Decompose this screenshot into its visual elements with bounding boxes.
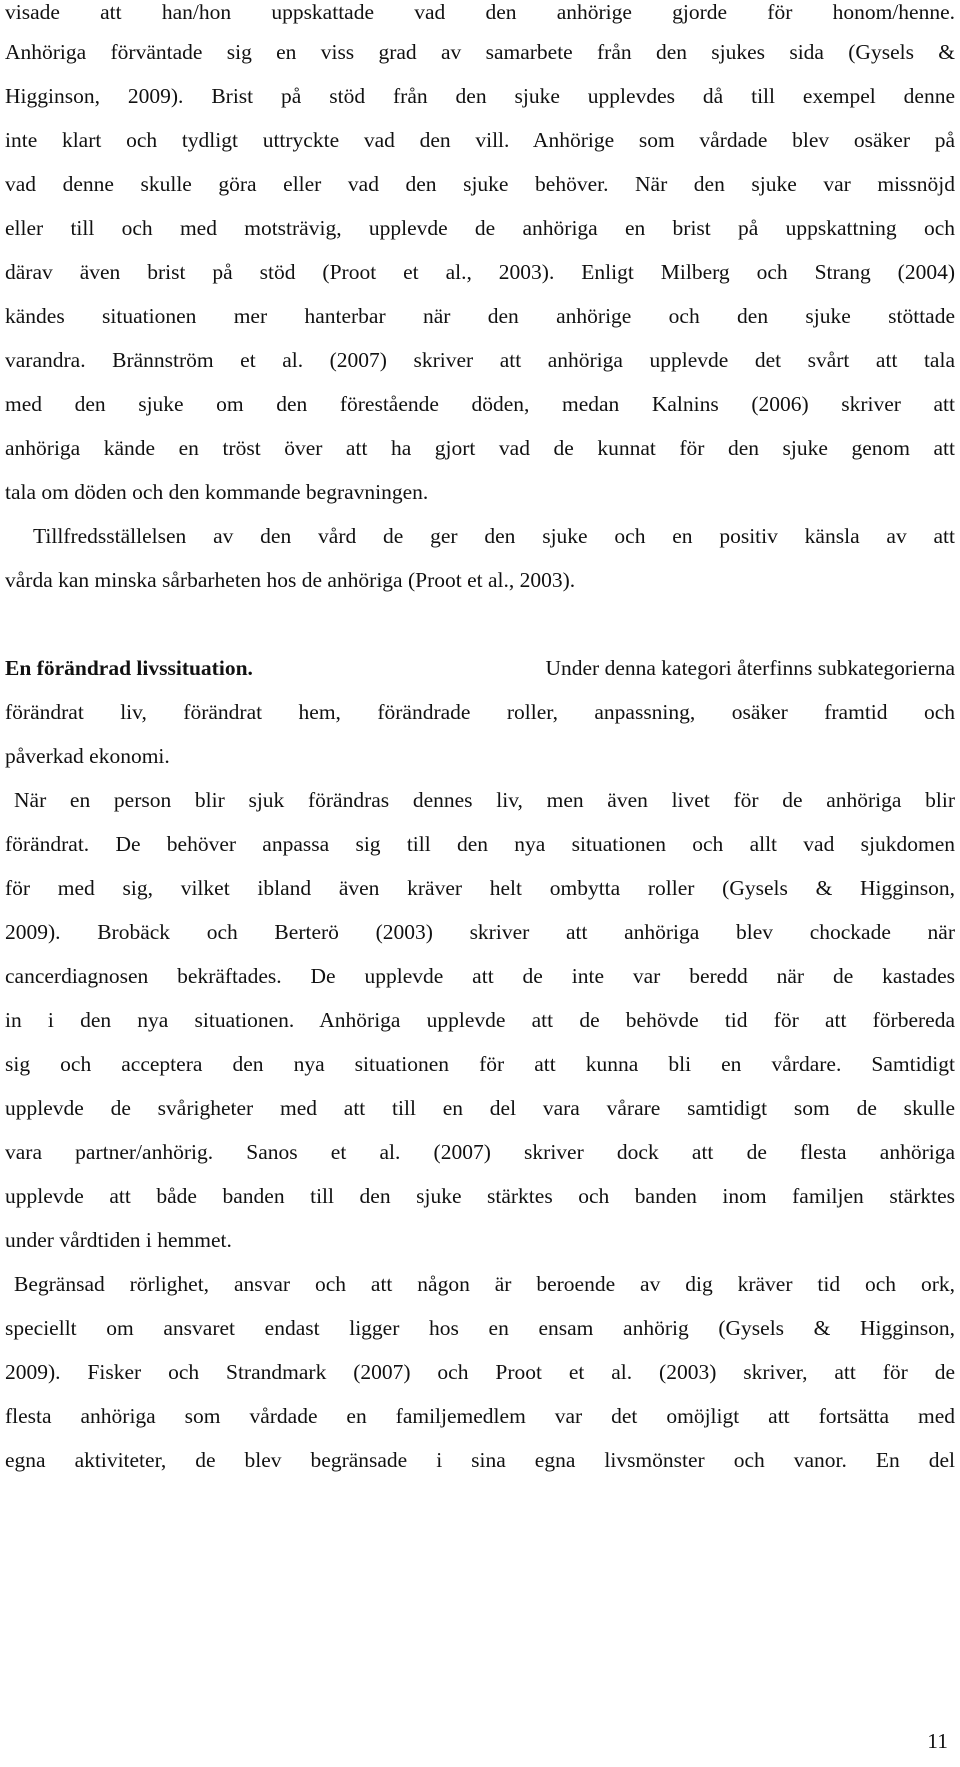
text-line: flesta anhöriga som vårdade en familjemedlem var det omöjligt att fortsätta med: [5, 1404, 955, 1428]
text-line: anhöriga kände en tröst över att ha gjort vad de kunnat för den sjuke genom att: [5, 436, 955, 460]
text-line: upplevde att både banden till den sjuke stärktes och banden inom familjen stärktes: [5, 1184, 955, 1208]
text-line: inte klart och tydligt uttryckte vad den vill. Anhörige som vårdade blev osäker på: [5, 128, 955, 152]
text-line: tala om döden och den kommande begravningen.: [5, 480, 429, 504]
text-line: Begränsad rörlighet, ansvar och att någon är beroende av dig kräver tid och ork,: [14, 1272, 955, 1296]
text-line: för med sig, vilket ibland även kräver helt ombytta roller (Gysels & Higginson,: [5, 876, 955, 900]
text-line: egna aktiviteter, de blev begränsade i sina egna livsmönster och vanor. En del: [5, 1448, 955, 1472]
text-line: varandra. Brännström et al. (2007) skriver att anhöriga upplevde det svårt att tala: [5, 348, 955, 372]
text-line: visade att han/hon uppskattade vad den anhörige gjorde för honom/henne.: [5, 0, 955, 24]
text-line: in i den nya situationen. Anhöriga upplevde att de behövde tid för att förbereda: [5, 1008, 955, 1032]
text-line: 2009). Brobäck och Berterö (2003) skriver att anhöriga blev chockade när: [5, 920, 955, 944]
section-heading: En förändrad livssituation.: [5, 656, 253, 680]
text-line: förändrat liv, förändrat hem, förändrade roller, anpassning, osäker framtid och: [5, 700, 955, 724]
text-line: 2009). Fisker och Strandmark (2007) och Proot et al. (2003) skriver, att för de: [5, 1360, 955, 1384]
text-line: vara partner/anhörig. Sanos et al. (2007) skriver dock att de flesta anhöriga: [5, 1140, 955, 1164]
text-line: därav även brist på stöd (Proot et al., 2003). Enligt Milberg och Strang (2004): [5, 260, 955, 284]
text-line: vårda kan minska sårbarheten hos de anhöriga (Proot et al., 2003).: [5, 568, 576, 592]
text-line: cancerdiagnosen bekräftades. De upplevde att de inte var beredd när de kastades: [5, 964, 955, 988]
text-line: eller till och med motsträvig, upplevde de anhöriga en brist på uppskattning och: [5, 216, 955, 240]
page-number: 11: [927, 1729, 948, 1753]
text-line: upplevde de svårigheter med att till en del vara vårare samtidigt som de skulle: [5, 1096, 955, 1120]
text-line: under vårdtiden i hemmet.: [5, 1228, 232, 1252]
text-line: Higginson, 2009). Brist på stöd från den sjuke upplevdes då till exempel denne: [5, 84, 955, 108]
text-line: påverkad ekonomi.: [5, 744, 170, 768]
section-heading-line: [5, 654, 955, 682]
text-line: med den sjuke om den förestående döden, medan Kalnins (2006) skriver att: [5, 392, 955, 416]
text-line: Anhöriga förväntade sig en viss grad av samarbete från den sjukes sida (Gysels &: [5, 40, 955, 64]
text-line-tail: Under denna kategori återfinns subkategorierna: [545, 656, 955, 680]
text-line: sig och acceptera den nya situationen för att kunna bli en vårdare. Samtidigt: [5, 1052, 955, 1076]
text-line: När en person blir sjuk förändras dennes liv, men även livet för de anhöriga blir: [14, 788, 955, 812]
text-line: Tillfredsställelsen av den vård de ger den sjuke och en positiv känsla av att: [33, 524, 955, 548]
text-line: förändrat. De behöver anpassa sig till den nya situationen och allt vad sjukdomen: [5, 832, 955, 856]
text-line: speciellt om ansvaret endast ligger hos en ensam anhörig (Gysels & Higginson,: [5, 1316, 955, 1340]
text-line: vad denne skulle göra eller vad den sjuke behöver. När den sjuke var missnöjd: [5, 172, 955, 196]
text-line: kändes situationen mer hanterbar när den anhörige och den sjuke stöttade: [5, 304, 955, 328]
